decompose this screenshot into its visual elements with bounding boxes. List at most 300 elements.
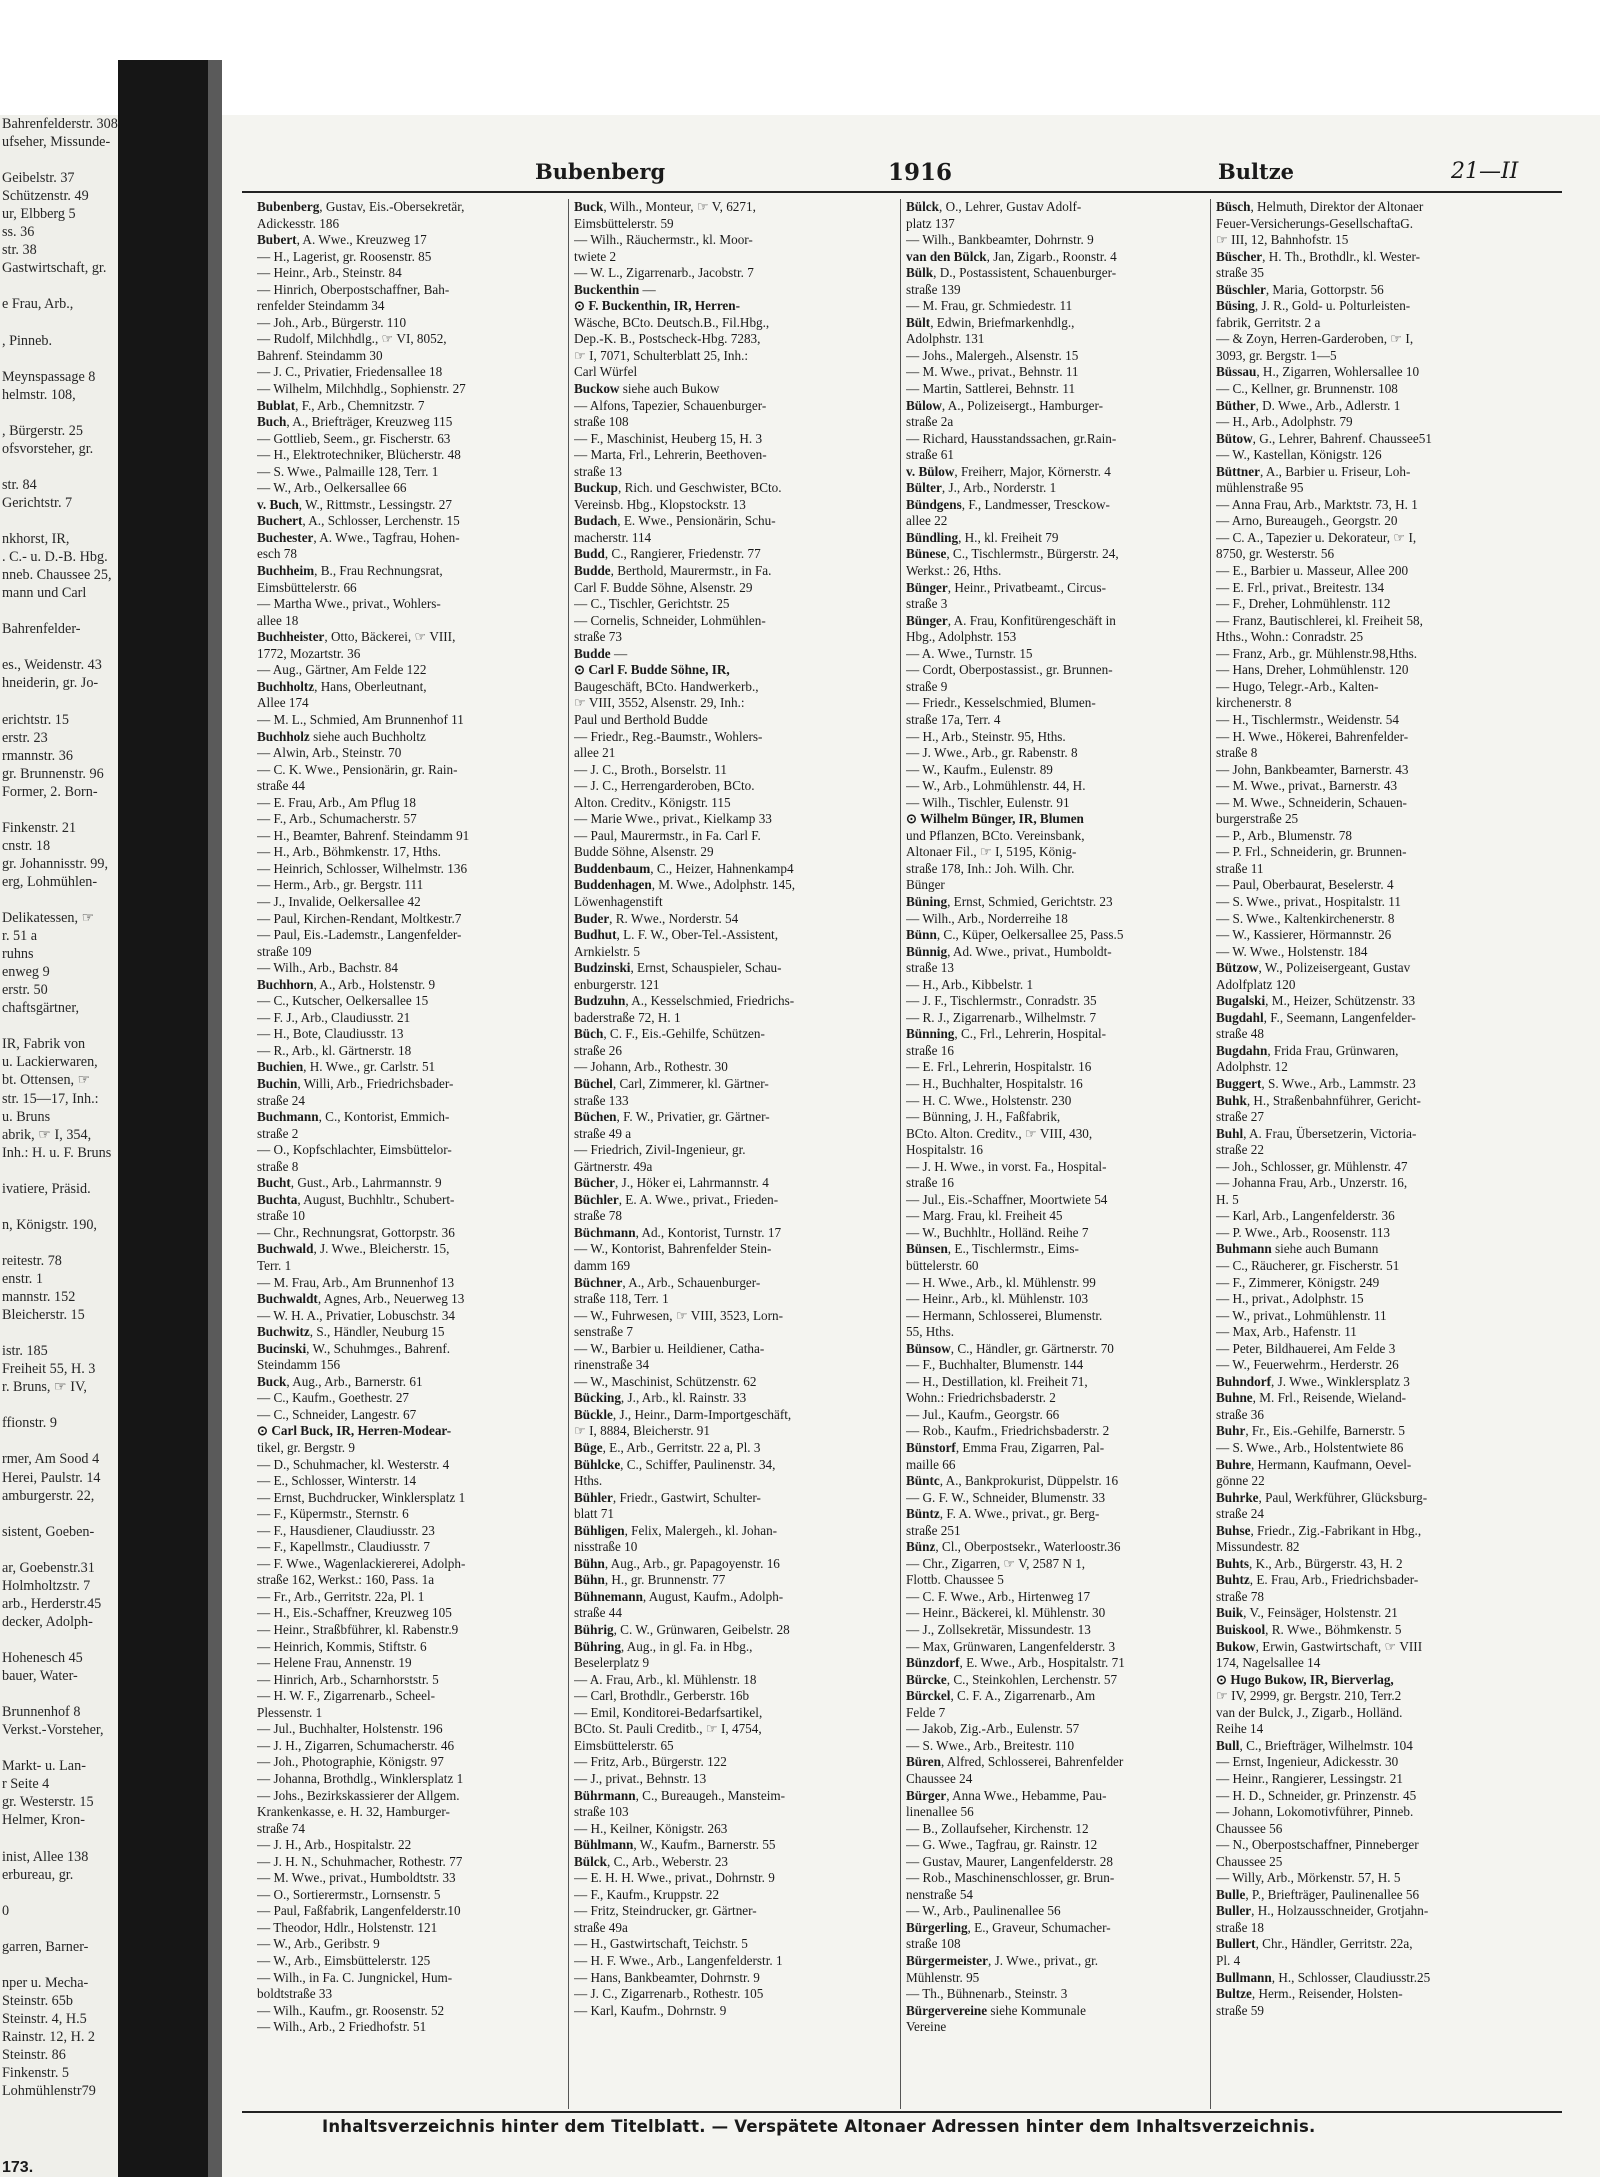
directory-entry-line: — Joh., Schlosser, gr. Mühlenstr. 47 xyxy=(1216,1158,1408,1174)
directory-entry-line: Bürgerling, E., Graveur, Schumacher- xyxy=(906,1919,1111,1935)
directory-entry-line: — W., privat., Lohmühlenstr. 11 xyxy=(1216,1307,1387,1323)
directory-entry-line: — W. H. A., Privatier, Lobuschstr. 34 xyxy=(257,1307,456,1323)
left-page-line: Finkenstr. 21 xyxy=(2,819,77,836)
directory-entry-line: — H., privat., Adolphstr. 15 xyxy=(1216,1291,1364,1307)
directory-entry-line: — H., Buchhalter, Hospitalstr. 16 xyxy=(906,1075,1083,1091)
directory-entry-line: allee 18 xyxy=(257,612,299,628)
directory-entry-line: — Hinrich, Oberpostschaffner, Bah- xyxy=(257,281,450,297)
directory-entry-line: Beselerplatz 9 xyxy=(574,1655,650,1671)
directory-entry-line: — Jul., Buchhalter, Holstenstr. 196 xyxy=(257,1721,443,1737)
directory-entry-line: — Paul, Faßfabrik, Langenfelderstr.10 xyxy=(257,1903,461,1919)
directory-entry-line: — H. C. Wwe., Holstenstr. 230 xyxy=(906,1092,1072,1108)
directory-entry-line: — John, Bankbeamter, Barnerstr. 43 xyxy=(1216,761,1409,777)
left-page-line: amburgerstr. 22, xyxy=(2,1487,95,1504)
directory-entry-line: Bütow, G., Lehrer, Bahrenf. Chaussee51 xyxy=(1216,430,1432,446)
directory-entry-line: van der Bulck, J., Zigarb., Holländ. xyxy=(1216,1704,1403,1720)
left-page-line: Finkenstr. 5 xyxy=(2,2065,70,2082)
column-divider xyxy=(568,199,569,2109)
directory-entry-line: — F. Wwe., Wagenlackiererei, Adolph- xyxy=(257,1555,466,1571)
directory-entry-line: — E. H. H. Wwe., privat., Dohrnstr. 9 xyxy=(574,1870,775,1886)
directory-entry-line: Büchler, E. A. Wwe., privat., Frieden- xyxy=(574,1191,779,1207)
directory-entry-line: Buck, Wilh., Monteur, ☞ V, 6271, xyxy=(574,199,756,214)
directory-entry-line: Buch, A., Briefträger, Kreuzweg 115 xyxy=(257,414,453,430)
directory-entry-line: — P., Arb., Blumenstr. 78 xyxy=(1216,827,1352,843)
left-page-line xyxy=(0,1432,118,1450)
directory-entry-line: van den Bülck, Jan, Zigarb., Roonstr. 4 xyxy=(906,248,1117,264)
directory-entry-line: — W., Barbier u. Heildiener, Catha- xyxy=(574,1340,765,1356)
directory-entry-line: — Heinr., Straßbführer, kl. Rabenstr.9 xyxy=(257,1622,459,1638)
directory-entry-line: Carl Würfel xyxy=(574,364,638,380)
directory-entry-line: straße 108 xyxy=(906,1936,961,1952)
left-page-line xyxy=(0,1017,118,1035)
directory-entry-line: — C., Tischler, Gerichtstr. 25 xyxy=(574,596,730,612)
column-divider xyxy=(900,199,901,2109)
column-1 xyxy=(257,199,565,2109)
left-page-line: Gerichtstr. 7 xyxy=(2,494,73,511)
directory-entry-line: Felde 7 xyxy=(906,1704,946,1720)
left-page-line: e Frau, Arb., xyxy=(2,296,74,313)
directory-entry-line: Krankenkasse, e. H. 32, Hamburger- xyxy=(257,1804,450,1820)
directory-entry-line: v. Bülow, Freiherr, Major, Körnerstr. 4 xyxy=(906,463,1111,479)
directory-entry-line: Budzuhn, A., Kesselschmied, Friedrichs- xyxy=(574,993,795,1009)
directory-entry-line: — F. J., Arb., Claudiusstr. 21 xyxy=(257,1009,411,1025)
directory-entry-line: Buchin, Willi, Arb., Friedrichsbader- xyxy=(257,1075,454,1091)
left-page-line: ar, Goebenstr.31 xyxy=(2,1559,95,1576)
directory-entry-line: Vereine xyxy=(906,2019,947,2035)
directory-entry-line: — Franz, Arb., gr. Mühlenstr.98,Hths. xyxy=(1216,645,1418,661)
directory-entry-line: straße 36 xyxy=(1216,1406,1264,1422)
directory-entry-line: Budhut, L. F. W., Ober-Tel.-Assistent, xyxy=(574,927,779,943)
directory-entry-line: Buddenbaum, C., Heizer, Hahnenkamp4 xyxy=(574,860,794,876)
directory-entry-line: Bull, C., Briefträger, Wilhelmstr. 104 xyxy=(1216,1737,1413,1753)
left-page-line xyxy=(0,1631,118,1649)
left-page-line: erbureau, gr. xyxy=(2,1866,74,1883)
directory-entry-line: 3093, gr. Bergstr. 1—5 xyxy=(1216,347,1337,363)
directory-entry-line: Buller, H., Holzausschneider, Grotjahn- xyxy=(1216,1903,1429,1919)
directory-entry-line: Bühlcke, C., Schiffer, Paulinenstr. 34, xyxy=(574,1456,776,1472)
directory-entry-line: straße 8 xyxy=(1216,745,1258,761)
directory-entry-line: rinenstraße 34 xyxy=(574,1357,650,1373)
directory-entry-line: straße 78 xyxy=(574,1208,622,1224)
directory-entry-line: — A. Wwe., Turnstr. 15 xyxy=(906,645,1033,661)
left-page-line: Bahrenfelder- xyxy=(2,621,81,638)
directory-entry-line: Chaussee 25 xyxy=(1216,1853,1283,1869)
directory-entry-line: Buhk, H., Straßenbahnführer, Gericht- xyxy=(1216,1092,1421,1108)
left-page-line: helmstr. 108, xyxy=(2,386,76,403)
directory-entry-line: — Herm., Arb., gr. Bergstr. 111 xyxy=(257,877,424,893)
directory-entry-line: Büsing, J. R., Gold- u. Polturleisten- xyxy=(1216,298,1411,314)
column-3 xyxy=(906,199,1214,2109)
directory-entry-line: nisstraße 10 xyxy=(574,1539,638,1555)
directory-entry-line: Hths., Wohn.: Conradstr. 25 xyxy=(1216,629,1364,645)
directory-entry-line: straße 103 xyxy=(574,1804,629,1820)
directory-entry-line: Bucinski, W., Schuhmges., Bahrenf. xyxy=(257,1340,451,1356)
directory-entry-line: ⊙ Hugo Bukow, IR, Bierverlag, xyxy=(1216,1671,1394,1687)
directory-entry-line: — Chr., Rechnungsrat, Gottorpstr. 36 xyxy=(257,1224,455,1240)
directory-entry-line: — E., Schlosser, Winterstr. 14 xyxy=(257,1473,417,1489)
footer-note: Inhaltsverzeichnis hinter dem Titelblatt. — Verspätete Altonaer Adressen hinter dem Inhaltsverzeichnis. xyxy=(322,2117,1316,2136)
directory-entry-line: nenstraße 54 xyxy=(906,1886,974,1902)
directory-entry-line: mühlenstraße 95 xyxy=(1216,480,1304,496)
directory-entry-line: — J. F., Tischlermstr., Conradstr. 35 xyxy=(906,993,1097,1009)
directory-entry-line: — Karl, Arb., Langenfelderstr. 36 xyxy=(1216,1208,1395,1224)
directory-entry-line: straße 16 xyxy=(906,1175,954,1191)
directory-entry-line: — Heinr., Bäckerei, kl. Mühlenstr. 30 xyxy=(906,1605,1106,1621)
directory-entry-line: Adolphstr. 12 xyxy=(1216,1059,1288,1075)
directory-entry-line: — Wilh., Arb., Bachstr. 84 xyxy=(257,960,398,976)
left-page-line xyxy=(0,458,118,476)
directory-page xyxy=(222,115,1600,2177)
column-2 xyxy=(574,199,882,2109)
directory-entry-line: Buchholtz, Hans, Oberleutnant, xyxy=(257,678,427,694)
directory-entry-line: Löwenhagenstift xyxy=(574,893,663,909)
left-page-fragment xyxy=(0,115,118,2177)
directory-entry-line: — Paul, Maurermstr., in Fa. Carl F. xyxy=(574,827,761,843)
left-page-line: erichtstr. 15 xyxy=(2,711,69,728)
directory-entry-line: — W., Arb., Paulinenallee 56 xyxy=(906,1903,1061,1919)
directory-entry-line: — Wilh., in Fa. C. Jungnickel, Hum- xyxy=(257,1969,453,1985)
directory-entry-line: — F., Buchhalter, Blumenstr. 144 xyxy=(906,1357,1084,1373)
directory-entry-line: — H. Wwe., Arb., kl. Mühlenstr. 99 xyxy=(906,1274,1096,1290)
left-page-line: Meynspassage 8 xyxy=(2,368,96,385)
directory-entry-line: straße 2a xyxy=(906,414,954,430)
directory-entry-line: — Carl, Brothdlr., Gerberstr. 16b xyxy=(574,1688,750,1704)
left-page-line: ivatiere, Präsid. xyxy=(2,1180,91,1197)
directory-entry-line: — W., Kaufm., Eulenstr. 89 xyxy=(906,761,1053,777)
left-page-line: bauer, Water- xyxy=(2,1668,78,1685)
directory-entry-line: BCto. St. Pauli Creditb., ☞ I, 4754, xyxy=(574,1721,762,1737)
directory-entry-line: — Arno, Bureaugeh., Georgstr. 20 xyxy=(1216,513,1398,529)
directory-entry-line: — Marie Wwe., privat., Kielkamp 33 xyxy=(574,811,772,827)
directory-entry-line: — J. H., Zigarren, Schumacherstr. 46 xyxy=(257,1737,455,1753)
page-edge xyxy=(208,60,222,2177)
directory-entry-line: — Fritz, Steindrucker, gr. Gärtner- xyxy=(574,1903,757,1919)
directory-entry-line: straße 108 xyxy=(574,414,629,430)
directory-entry-line: Bücking, J., Arb., kl. Rainstr. 33 xyxy=(574,1390,747,1406)
directory-entry-line: Bürckel, C. F. A., Zigarrenarb., Am xyxy=(906,1688,1096,1704)
directory-entry-line: Budzinski, Ernst, Schauspieler, Schau- xyxy=(574,960,782,976)
directory-entry-line: Feuer-Versicherungs-GesellschaftaG. xyxy=(1216,215,1414,231)
directory-entry-line: Adolphstr. 131 xyxy=(906,331,985,347)
directory-entry-line: Buder, R. Wwe., Norderstr. 54 xyxy=(574,910,739,926)
directory-entry-line: straße 27 xyxy=(1216,1109,1264,1125)
directory-entry-line: — S. Wwe., Palmaille 128, Terr. 1 xyxy=(257,463,439,479)
directory-entry-line: straße 49 a xyxy=(574,1125,632,1141)
directory-entry-line: — Wilh., Bankbeamter, Dohrnstr. 9 xyxy=(906,232,1094,248)
directory-entry-line: Bühring, Aug., in gl. Fa. in Hbg., xyxy=(574,1638,753,1654)
directory-entry-line: — W., Arb., Oelkersallee 66 xyxy=(257,480,407,496)
directory-entry-line: straße 48 xyxy=(1216,1026,1264,1042)
directory-entry-line: straße 17a, Terr. 4 xyxy=(906,711,1001,727)
left-page-line: Delikatessen, ☞ xyxy=(2,910,95,927)
directory-entry-line: — Hugo, Telegr.-Arb., Kalten- xyxy=(1216,678,1379,694)
directory-entry-line: Bülk, D., Postassistent, Schauenburger- xyxy=(906,265,1117,281)
left-page-line xyxy=(0,801,118,819)
left-page-line: ufseher, Missunde- xyxy=(2,134,111,151)
directory-entry-line: Bülck, O., Lehrer, Gustav Adolf- xyxy=(906,199,1082,214)
left-page-line: erstr. 23 xyxy=(2,729,48,746)
directory-entry-line: Bützow, W., Polizeisergeant, Gustav xyxy=(1216,960,1411,976)
directory-entry-line: — Wilh., Arb., 2 Friedhofstr. 51 xyxy=(257,2019,427,2035)
directory-entry-line: Bullmann, H., Schlosser, Claudiusstr.25 xyxy=(1216,1969,1431,1985)
directory-entry-line: Wäsche, BCto. Deutsch.B., Fil.Hbg., xyxy=(574,314,770,330)
directory-entry-line: — J. H. N., Schuhmacher, Rothestr. 77 xyxy=(257,1853,463,1869)
directory-entry-line: Buhts, K., Arb., Bürgerstr. 43, H. 2 xyxy=(1216,1555,1403,1571)
directory-entry-line: Hbg., Adolphstr. 153 xyxy=(906,629,1017,645)
directory-entry-line: — H., Elektrotechniker, Blücherstr. 48 xyxy=(257,447,461,463)
directory-entry-line: straße 9 xyxy=(906,678,948,694)
directory-entry-line: Buhmann siehe auch Bumann xyxy=(1216,1241,1379,1257)
left-page-line xyxy=(0,891,118,909)
directory-entry-line: — Paul, Kirchen-Rendant, Moltkestr.7 xyxy=(257,910,462,926)
directory-entry-line: — Jakob, Zig.-Arb., Eulenstr. 57 xyxy=(906,1721,1080,1737)
directory-entry-line: — Wilhelm, Milchhdlg., Sophienstr. 27 xyxy=(257,381,466,397)
left-page-line: gr. Westerstr. 15 xyxy=(2,1794,94,1811)
directory-entry-line: — W., Kontorist, Bahrenfelder Stein- xyxy=(574,1241,772,1257)
left-page-line: decker, Adolph- xyxy=(2,1613,93,1630)
left-page-line xyxy=(0,1956,118,1974)
directory-entry-line: straße 59 xyxy=(1216,2002,1264,2018)
left-page-line: bt. Ottensen, ☞ xyxy=(2,1072,91,1089)
directory-entry-line: Bürgervereine siehe Kommunale xyxy=(906,2002,1086,2018)
directory-entry-line: Bülck, C., Arb., Weberstr. 23 xyxy=(574,1853,729,1869)
directory-entry-line: straße 3 xyxy=(906,596,948,612)
directory-entry-line: — Wilh., Arb., Norderreihe 18 xyxy=(906,910,1068,926)
directory-entry-line: ☞ IV, 2999, gr. Bergstr. 210, Terr.2 xyxy=(1216,1688,1402,1704)
directory-entry-line: Buchester, A. Wwe., Tagfrau, Hohen- xyxy=(257,529,460,545)
directory-entry-line: Bückle, J., Heinr., Darm-Importgeschäft, xyxy=(574,1406,792,1422)
left-page-line: hneiderin, gr. Jo- xyxy=(2,675,99,692)
directory-entry-line: — W., Arb., Eimsbüttelerstr. 125 xyxy=(257,1952,431,1968)
directory-entry-line: — H., Arb., Böhmkenstr. 17, Hths. xyxy=(257,844,441,860)
directory-entry-line: Buckow siehe auch Bukow xyxy=(574,381,720,397)
directory-entry-line: — M. Wwe., privat., Humboldtstr. 33 xyxy=(257,1870,456,1886)
header-year: 1916 xyxy=(888,159,953,186)
directory-entry-line: — Joh., Arb., Bürgerstr. 110 xyxy=(257,314,407,330)
left-page-line xyxy=(0,602,118,620)
directory-entry-line: — H., Destillation, kl. Freiheit 71, xyxy=(906,1373,1088,1389)
directory-entry-line: Bünese, C., Tischlermstr., Bürgerstr. 24, xyxy=(906,546,1119,562)
directory-entry-line: — H., Gastwirtschaft, Teichstr. 5 xyxy=(574,1936,748,1952)
directory-entry-line: Buchwitz, S., Händler, Neuburg 15 xyxy=(257,1324,445,1340)
left-page-line: erstr. 50 xyxy=(2,982,48,999)
directory-entry-line: — Heinrich, Schlosser, Wilhelmstr. 136 xyxy=(257,860,468,876)
directory-entry-line: — S. Wwe., Kaltenkirchenerstr. 8 xyxy=(1216,910,1395,926)
left-page-line: es., Weidenstr. 43 xyxy=(2,657,102,674)
left-page-line: Bahrenfelderstr. 308 xyxy=(2,116,118,132)
directory-entry-line: Bugdahn, Frida Frau, Grünwaren, xyxy=(1216,1042,1399,1058)
directory-entry-line: — W. Wwe., Holstenstr. 184 xyxy=(1216,943,1368,959)
directory-entry-line: Pl. 4 xyxy=(1216,1952,1241,1968)
directory-entry-line: Buhl, A. Frau, Übersetzerin, Victoria- xyxy=(1216,1125,1417,1141)
directory-entry-line: — Jul., Eis.-Schaffner, Moortwiete 54 xyxy=(906,1191,1108,1207)
directory-entry-line: maille 66 xyxy=(906,1456,956,1472)
directory-entry-line: — J. C., Zigarrenarb., Rothestr. 105 xyxy=(574,1986,764,2002)
directory-entry-line: Chaussee 56 xyxy=(1216,1820,1283,1836)
left-page-line: chaftsgärtner, xyxy=(2,1000,80,1017)
directory-entry-line: Bühn, Aug., Arb., gr. Papagoyenstr. 16 xyxy=(574,1555,780,1571)
directory-entry-line: Steindamm 156 xyxy=(257,1357,341,1373)
directory-entry-line: Buchwaldt, Agnes, Arb., Neuerweg 13 xyxy=(257,1291,465,1307)
directory-entry-line: — F., Kaufm., Kruppstr. 22 xyxy=(574,1886,720,1902)
directory-entry-line: — H. D., Schneider, gr. Prinzenstr. 45 xyxy=(1216,1787,1417,1803)
directory-entry-line: Baugeschäft, BCto. Handwerkerb., xyxy=(574,678,759,694)
directory-entry-line: linenallee 56 xyxy=(906,1804,974,1820)
left-page-line: u. Lackierwaren, xyxy=(2,1054,98,1071)
directory-entry-line: Buhre, Hermann, Kaufmann, Oevel- xyxy=(1216,1456,1412,1472)
directory-entry-line: Buhtz, E. Frau, Arb., Friedrichsbader- xyxy=(1216,1572,1419,1588)
directory-entry-line: Bürcke, C., Steinkohlen, Lerchenstr. 57 xyxy=(906,1671,1118,1687)
left-page-line xyxy=(0,638,118,656)
directory-entry-line: Bünn, C., Küper, Oelkersallee 25, Pass.5 xyxy=(906,927,1124,943)
directory-entry-line: 174, Nagelsallee 14 xyxy=(1216,1655,1321,1671)
page-number: 21—II xyxy=(1451,159,1519,184)
directory-entry-line: kirchenerstr. 8 xyxy=(1216,695,1292,711)
directory-entry-line: Bünz, Cl., Oberpostsekr., Waterloostr.36 xyxy=(906,1539,1121,1555)
directory-entry-line: — N., Oberpostschaffner, Pinneberger xyxy=(1216,1837,1419,1853)
left-page-line: ruhns xyxy=(2,946,34,963)
directory-entry-line: Buchta, August, Buchhltr., Schubert- xyxy=(257,1191,455,1207)
directory-entry-line: v. Buch, W., Rittmstr., Lessingstr. 27 xyxy=(257,496,452,512)
left-page-line: 0 xyxy=(2,1902,10,1919)
directory-entry-line: — Aug., Gärtner, Am Felde 122 xyxy=(257,662,427,678)
page-header xyxy=(250,159,1580,191)
directory-entry-line: Büchel, Carl, Zimmerer, kl. Gärtner- xyxy=(574,1075,769,1091)
left-page-line xyxy=(0,1234,118,1252)
directory-entry-line: — F., Dreher, Lohmühlenstr. 112 xyxy=(1216,596,1391,612)
directory-entry-line: Büren, Alfred, Schlosserei, Bahrenfelder xyxy=(906,1754,1124,1770)
left-page-line xyxy=(0,350,118,368)
directory-entry-line: Bugdahl, F., Seemann, Langenfelder- xyxy=(1216,1009,1416,1025)
directory-entry-line: Plessenstr. 1 xyxy=(257,1704,323,1720)
directory-entry-line: Buck, Aug., Arb., Barnerstr. 61 xyxy=(257,1373,423,1389)
left-page-line: rmer, Am Sood 4 xyxy=(2,1451,100,1468)
directory-entry-line: straße 35 xyxy=(1216,265,1264,281)
directory-entry-line: straße 16 xyxy=(906,1042,954,1058)
left-page-line: mannstr. 152 xyxy=(2,1289,76,1306)
left-page-line xyxy=(0,1198,118,1216)
directory-entry-line: — Max, Arb., Hafenstr. 11 xyxy=(1216,1324,1357,1340)
directory-entry-line: Gärtnerstr. 49a xyxy=(574,1158,653,1174)
directory-entry-line: Buchmann, C., Kontorist, Emmich- xyxy=(257,1109,450,1125)
directory-entry-line: ⊙ Carl F. Budde Söhne, IR, xyxy=(574,662,730,678)
left-page-line: enweg 9 xyxy=(2,964,50,981)
directory-entry-line: Buchholz siehe auch Buchholtz xyxy=(257,728,426,744)
directory-entry-line: Chaussee 24 xyxy=(906,1770,973,1786)
left-page-line: Freiheit 55, H. 3 xyxy=(2,1361,96,1378)
directory-entry-line: 55, Hths. xyxy=(906,1324,954,1340)
left-page-line: , Bürgerstr. 25 xyxy=(2,422,83,439)
directory-entry-line: Büsch, Helmuth, Direktor der Altonaer xyxy=(1216,199,1424,214)
left-page-line xyxy=(0,314,118,332)
directory-entry-line: Buchhorn, A., Arb., Holstenstr. 9 xyxy=(257,976,436,992)
directory-entry-line: — M. Wwe., privat., Barnerstr. 43 xyxy=(1216,778,1398,794)
directory-entry-line: Bucht, Gust., Arb., Lahrmannstr. 9 xyxy=(257,1175,442,1191)
directory-entry-line: — Ernst, Ingenieur, Adickesstr. 30 xyxy=(1216,1754,1399,1770)
left-page-line: reitestr. 78 xyxy=(2,1252,62,1269)
directory-entry-line: renfelder Steindamm 34 xyxy=(257,298,385,314)
directory-entry-line: Buchheister, Otto, Bäckerei, ☞ VIII, xyxy=(257,629,456,645)
directory-entry-line: — Wilh., Räuchermstr., kl. Moor- xyxy=(574,232,753,248)
directory-entry-line: straße 24 xyxy=(1216,1506,1264,1522)
left-page-line xyxy=(0,1396,118,1414)
directory-entry-line: — S. Wwe., privat., Hospitalstr. 11 xyxy=(1216,893,1401,909)
directory-entry-line: Buik, V., Feinsäger, Holstenstr. 21 xyxy=(1216,1605,1398,1621)
directory-entry-line: Adickesstr. 186 xyxy=(257,215,340,231)
left-page-line: Markt- u. Lan- xyxy=(2,1758,86,1775)
directory-entry-line: BCto. Alton. Creditv., ☞ VIII, 430, xyxy=(906,1125,1093,1141)
left-page-line: rmannstr. 36 xyxy=(2,747,73,764)
directory-entry-line: — H. Wwe., Hökerei, Bahrenfelder- xyxy=(1216,728,1409,744)
directory-entry-line: straße 178, Inh.: Joh. Wilh. Chr. xyxy=(906,860,1075,876)
directory-entry-line: Adolfplatz 120 xyxy=(1216,976,1296,992)
directory-entry-line: Bahrenf. Steindamm 30 xyxy=(257,347,383,363)
left-page-line: arb., Herderstr.45 xyxy=(2,1595,102,1612)
directory-entry-line: Büssau, H., Zigarren, Wohlersallee 10 xyxy=(1216,364,1420,380)
directory-entry-line: — Gottlieb, Seem., gr. Fischerstr. 63 xyxy=(257,430,451,446)
left-page-line: str. 84 xyxy=(2,476,37,493)
directory-entry-line: Altonaer Fil., ☞ I, 5195, König- xyxy=(906,844,1077,860)
directory-entry-line: — E. Frl., privat., Breitestr. 134 xyxy=(1216,579,1385,595)
directory-entry-line: — E. Frl., Lehrerin, Hospitalstr. 16 xyxy=(906,1059,1092,1075)
directory-entry-line: — H., Keilner, Königstr. 263 xyxy=(574,1820,728,1836)
left-page-line xyxy=(0,277,118,295)
directory-entry-line: — Paul, Eis.-Lademstr., Langenfelder- xyxy=(257,927,462,943)
directory-entry-line: burgerstraße 25 xyxy=(1216,811,1299,827)
directory-entry-line: — O., Kopfschlachter, Eimsbüttelor- xyxy=(257,1142,452,1158)
directory-entry-line: — Anna Frau, Arb., Marktstr. 73, H. 1 xyxy=(1216,496,1418,512)
directory-entry-line: tikel, gr. Bergstr. 9 xyxy=(257,1440,355,1456)
footer-rule xyxy=(242,2111,1562,2113)
left-page-line: Steinstr. 65b xyxy=(2,1992,73,2009)
directory-entry-line: — E., Barbier u. Masseur, Allee 200 xyxy=(1216,563,1409,579)
left-page-line: . C.- u. D.-B. Hbg. xyxy=(2,549,108,566)
directory-entry-line: Bürgermeister, J. Wwe., privat., gr. xyxy=(906,1952,1099,1968)
directory-entry-line: — Johann, Arb., Rothestr. 30 xyxy=(574,1059,728,1075)
left-page-line: Holmholtzstr. 7 xyxy=(2,1577,91,1594)
directory-entry-line: Bürger, Anna Wwe., Hebamme, Pau- xyxy=(906,1787,1107,1803)
left-page-line xyxy=(0,1505,118,1523)
directory-entry-line: straße 13 xyxy=(906,960,954,976)
directory-entry-line: — Gustav, Maurer, Langenfelderstr. 28 xyxy=(906,1853,1113,1869)
directory-entry-line: straße 61 xyxy=(906,447,954,463)
directory-entry-line: Bünsow, C., Händler, gr. Gärtnerstr. 70 xyxy=(906,1340,1114,1356)
directory-entry-line: Büttner, A., Barbier u. Friseur, Loh- xyxy=(1216,463,1411,479)
left-page-line: nkhorst, IR, xyxy=(2,531,70,548)
directory-entry-line: enburgerstr. 121 xyxy=(574,976,660,992)
left-page-line: Steinstr. 86 xyxy=(2,2047,66,2064)
directory-entry-line: — C. K. Wwe., Pensionärin, gr. Rain- xyxy=(257,761,458,777)
directory-entry-line: — H., Arb., Kibbelstr. 1 xyxy=(906,976,1034,992)
directory-entry-line: Budde, Berthold, Maurermstr., in Fa. xyxy=(574,563,772,579)
directory-entry-line: — Willy, Arb., Mörkenstr. 57, H. 5 xyxy=(1216,1870,1401,1886)
left-page-line: ss. 36 xyxy=(2,224,35,241)
directory-entry-line: — C., Schneider, Langestr. 67 xyxy=(257,1406,417,1422)
directory-entry-line: ☞ VIII, 3552, Alsenstr. 29, Inh.: xyxy=(574,695,745,711)
left-page-line: Gastwirtschaft, gr. xyxy=(2,260,107,277)
directory-entry-line: — Johs., Malergeh., Alsenstr. 15 xyxy=(906,347,1079,363)
directory-entry-line: baderstraße 72, H. 1 xyxy=(574,1009,681,1025)
directory-entry-line: — B., Zollaufseher, Kirchenstr. 12 xyxy=(906,1820,1089,1836)
left-page-line: Verkst.-Vorsteher, xyxy=(2,1722,104,1739)
left-page-line: garren, Barner- xyxy=(2,1938,89,1955)
directory-entry-line: Bünzdorf, E. Wwe., Arb., Hospitalstr. 71 xyxy=(906,1655,1125,1671)
directory-entry-line: — W., Arb., Geribstr. 9 xyxy=(257,1936,380,1952)
directory-entry-line: Buchien, H. Wwe., gr. Carlstr. 51 xyxy=(257,1059,436,1075)
left-page-line: nneb. Chaussee 25, xyxy=(2,567,112,584)
left-page-line xyxy=(0,1685,118,1703)
directory-entry-line: platz 137 xyxy=(906,215,955,231)
